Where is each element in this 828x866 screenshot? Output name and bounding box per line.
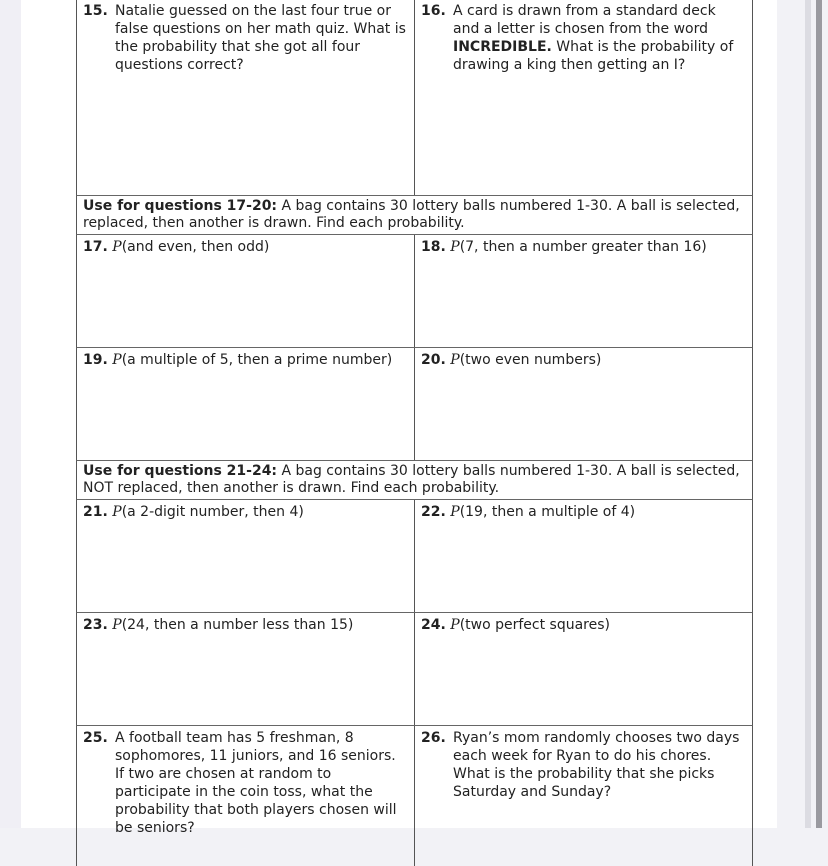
question-20-cell[interactable] — [415, 348, 752, 460]
probability-symbol: P — [112, 239, 122, 255]
question-19-cell[interactable] — [77, 348, 415, 460]
question-text: (and even, then odd) — [121, 239, 270, 255]
row-21-22 — [76, 500, 753, 613]
question-26-cell[interactable] — [415, 726, 752, 866]
row-19-20 — [76, 348, 753, 461]
section-label: Use for questions 21-24: — [83, 463, 278, 479]
section-label: Use for questions 17-20: — [83, 198, 278, 214]
section-text: A bag contains 30 lottery balls numbered 1-30. A ball is selected, replaced, then another is drawn. Find each probability. — [83, 198, 740, 231]
question-17-cell[interactable] — [77, 235, 415, 347]
probability-symbol: P — [450, 504, 460, 520]
question-number: 24. — [421, 617, 446, 633]
question-number: 16. — [421, 3, 446, 19]
emphasized-word: INCREDIBLE. — [453, 39, 552, 55]
probability-symbol: P — [112, 504, 122, 520]
question-text: (7, then a number greater than 16) — [459, 239, 707, 255]
probability-symbol: P — [450, 617, 460, 633]
question-text-part: What is the probability of drawing a king then getting an I? — [453, 39, 734, 73]
row-23-24 — [76, 613, 753, 726]
question-text: (two even numbers) — [459, 352, 602, 368]
row-17-18 — [76, 235, 753, 348]
section-instructions — [77, 196, 752, 234]
question-number: 26. — [421, 730, 446, 746]
question-number: 21. — [83, 504, 108, 520]
viewer-left-gutter — [0, 0, 21, 828]
question-number: 19. — [83, 352, 108, 368]
section-text: A bag contains 30 lottery balls numbered 1-30. A ball is selected, NOT replaced, then another is drawn. Find each probability. — [83, 463, 740, 496]
question-15-cell[interactable] — [77, 0, 415, 195]
question-18-cell[interactable] — [415, 235, 752, 347]
question-text: (24, then a number less than 15) — [121, 617, 354, 633]
section-header-21-24 — [76, 461, 753, 500]
question-24-cell[interactable] — [415, 613, 752, 725]
question-text: Ryan’s mom randomly chooses two days each week for Ryan to do his chores. What is the probability that she picks Saturday and Sunday? — [453, 730, 740, 800]
question-text: (a 2-digit number, then 4) — [121, 504, 304, 520]
question-number: 15. — [83, 3, 108, 19]
question-text: Natalie guessed on the last four true or false questions on her math quiz. What is the probability that she got all four questions correct? — [115, 3, 406, 73]
probability-symbol: P — [450, 352, 460, 368]
worksheet-table — [76, 0, 753, 866]
section-instructions — [77, 461, 752, 499]
probability-symbol: P — [112, 352, 122, 368]
probability-symbol: P — [112, 617, 122, 633]
viewer-right-gap — [777, 0, 805, 828]
question-number: 18. — [421, 239, 446, 255]
question-text-part: A card is drawn from a standard deck and a letter is chosen from the word — [453, 3, 716, 37]
scrollbar-track[interactable] — [805, 0, 811, 828]
question-text: (two perfect squares) — [459, 617, 610, 633]
section-header-17-20 — [76, 196, 753, 235]
question-21-cell[interactable] — [77, 500, 415, 612]
row-15-16 — [76, 0, 753, 196]
question-25-cell[interactable] — [77, 726, 415, 866]
question-text — [453, 2, 746, 74]
question-16-cell[interactable] — [415, 0, 752, 195]
question-number: 23. — [83, 617, 108, 633]
question-23-cell[interactable] — [77, 613, 415, 725]
question-text: (19, then a multiple of 4) — [459, 504, 636, 520]
question-22-cell[interactable] — [415, 500, 752, 612]
question-text: A football team has 5 freshman, 8 sophomores, 11 juniors, and 16 seniors. If two are chosen at random to participate in the coin toss, what the probability that both players chosen will be seniors? — [115, 730, 397, 836]
question-number: 17. — [83, 239, 108, 255]
probability-symbol: P — [450, 239, 460, 255]
row-25-26 — [76, 726, 753, 866]
question-number: 22. — [421, 504, 446, 520]
question-text: (a multiple of 5, then a prime number) — [121, 352, 393, 368]
question-number: 20. — [421, 352, 446, 368]
question-number: 25. — [83, 730, 108, 746]
viewer-right-edge — [822, 0, 828, 828]
